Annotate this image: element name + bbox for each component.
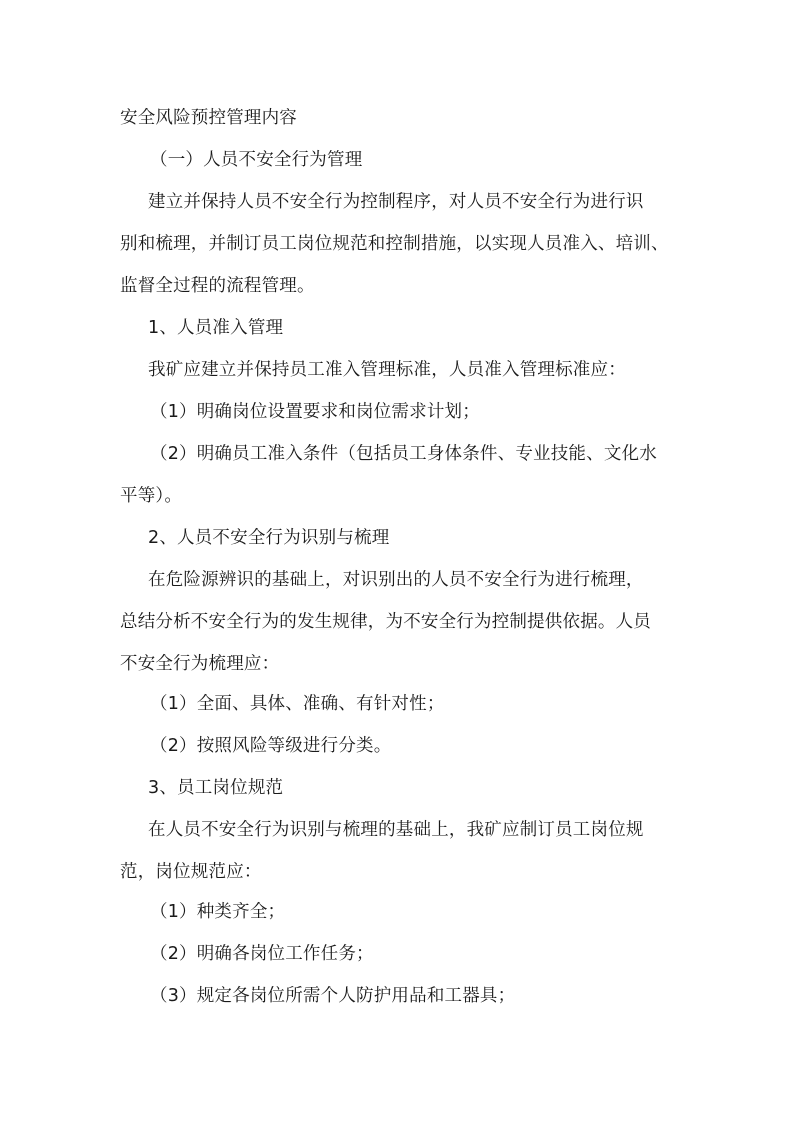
paragraph-line: 不安全行为梳理应： [120,654,280,674]
paragraph-line: 别和梳理，并制订员工岗位规范和控制措施，以实现人员准入、培训、 [120,234,669,254]
paragraph-line: 在危险源辨识的基础上，对识别出的人员不安全行为进行梳理， [148,570,644,590]
paragraph-line: 我矿应建立并保持员工准入管理标准，人员准入管理标准应： [148,360,626,380]
paragraph-line: 监督全过程的流程管理。 [120,276,315,296]
subsection-heading: 1、人员准入管理 [148,318,284,338]
list-item: （1）种类齐全； [150,902,286,922]
section-heading: （一）人员不安全行为管理 [150,150,363,170]
paragraph-line: 建立并保持人员不安全行为控制程序，对人员不安全行为进行识 [148,192,644,212]
subsection-heading: 2、人员不安全行为识别与梳理 [148,528,390,548]
list-item: （2）明确员工准入条件（包括员工身体条件、专业技能、文化水 [150,444,657,464]
document-title: 安全风险预控管理内容 [120,108,297,128]
list-item: （2）明确各岗位工作任务； [150,944,374,964]
list-item: （2）按照风险等级进行分类。 [150,736,392,756]
list-item: （3）规定各岗位所需个人防护用品和工器具； [150,986,516,1006]
paragraph-line: 在人员不安全行为识别与梳理的基础上，我矿应制订员工岗位规 [148,820,644,840]
subsection-heading: 3、员工岗位规范 [148,778,284,798]
paragraph-line: 总结分析不安全行为的发生规律，为不安全行为控制提供依据。人员 [120,612,651,632]
list-item: （1）全面、具体、准确、有针对性； [150,694,445,714]
list-item: （1）明确岗位设置要求和岗位需求计划； [150,402,480,422]
list-item-continuation: 平等）。 [120,486,183,506]
paragraph-line: 范，岗位规范应： [120,862,262,882]
